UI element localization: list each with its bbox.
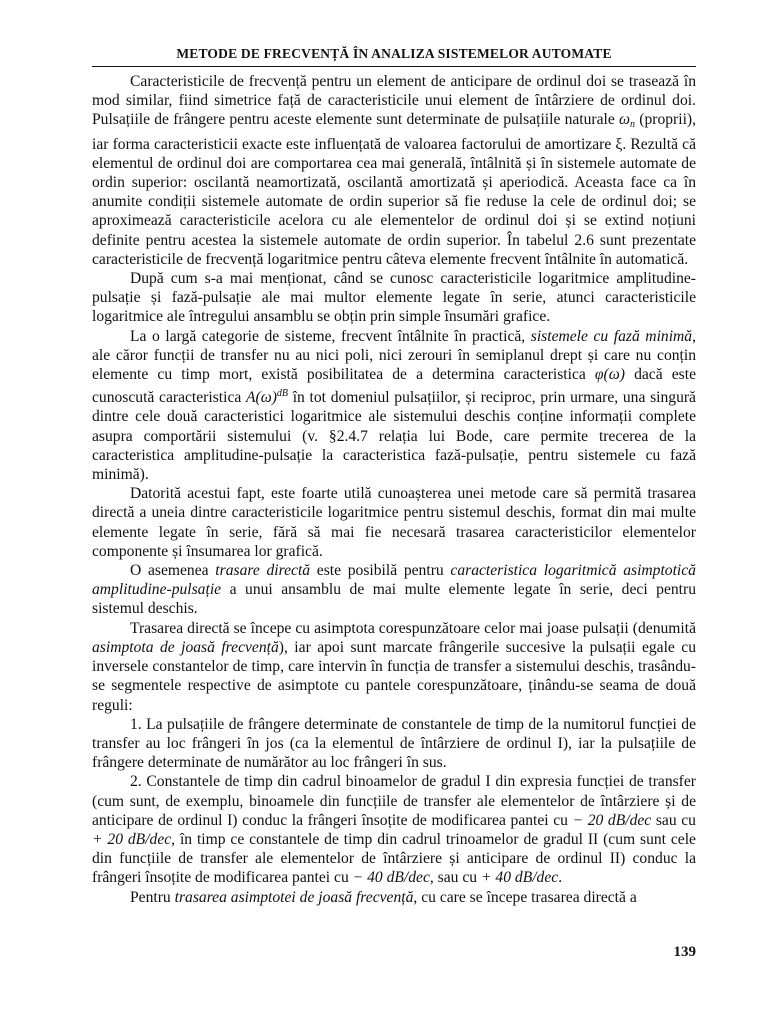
slope-minus-40: − 40 dB/dec — [352, 869, 430, 887]
body-text — [92, 72, 696, 907]
paragraph-1: Caracteristicile de frecvență pentru un element de anticipare de ordinul doi se trasează în mod similar, fiind simetrice față de caracteristicile unui element de întârziere de ordinul doi. Pulsațiile de frângere pentru aceste elemente sunt determinate de pulsațiile naturale $\omega_n$ (proprii), iar forma caracteristicii exacte este influențată de valoarea factorului de amortizare ξ. Rezultă că elementul de ordinul doi are comportarea cea mai generală, întâlnită și în sistemele automate de ordin superior: oscilantă neamortizată, oscilantă amortizată și aperiodică. Aceasta face ca în anumite condiții sistemele automate de ordin superior să fie reduse la cele de ordinul doi; se aproximează caracteristicile acelora cu ale elementelor de ordinul doi și se extind noțiuni definite pentru acestea la sistemele automate de ordin superior. În tabelul 2.6 sunt prezentate caracteristicile de frecvență logaritmice pentru câteva elemente frecvent întâlnite în automatică. — [92, 73, 696, 268]
omega-n-symbol: $\omega_n$ — [619, 111, 636, 131]
italic-phrase: caracteristica logaritmică asimptotică amplitudine-pulsație — [92, 562, 696, 599]
slope-plus-20: + 20 dB/dec — [92, 830, 172, 848]
phase-symbol: φ(ω) — [594, 366, 625, 384]
rule-2: 2. Constantele de timp din cadrul binoamelor de gradul I din expresia funcției de transfer (cum sunt, de exemplu, binoamele din funcțiile de transfer ale elementelor de întârziere și de anticipare de ordinul I) conduc la frângeri însoțite de modificarea pantei cu − 20 dB/dec sau cu + 20 dB/dec, în timp ce constantele de timp din cadrul trinoamelor de gradul II (cum sunt cele din funcțiile de transfer ale elementelor de întârziere și anticipare de ordinul II) conduc la frângeri însoțite de modificarea pantei cu − 40 dB/dec, sau cu + 40 dB/dec. — [92, 773, 696, 887]
slope-minus-20: − 20 dB/dec — [572, 811, 652, 829]
paragraph-5: O asemenea trasare directă este posibilă pentru caracteristica logaritmică asimptotică amplitudine-pulsație a unui ansamblu de mai multe elemente legate în serie, deci pentru sistemul deschis. — [92, 562, 696, 618]
paragraph-3: La o largă categorie de sisteme, frecvent întâlnite în practică, sistemele cu fază minimă, ale căror funcții de transfer nu au nici poli, nici zerouri în semiplanul drept și care nu conțin elemente cu timp mort, există posibilitatea de a determina caracteristica φ(ω) dacă este cunoscută caracteristica $A(\omega)^{dB}$ în tot domeniul pulsațiilor, și reciproc, prin urmare, una singură dintre cele două caracteristici logaritmice ale sistemului deschis conține informații complete asupra comportării sistemului (v. §2.4.7 relația lui Bode, care permite trecerea de la caracteristica amplitudine-pulsație la caracteristica fază-pulsație, pentru sistemele cu fază minimă). — [92, 327, 696, 484]
italic-phrase: trasare directă — [215, 562, 311, 580]
paragraph-2: După cum s-a mai menționat, când se cunosc caracteristicile logaritmice amplitudine-pulsație și fază-pulsație ale mai multor elemente legate în serie, atunci caracteristicile logaritmice ale întregului ansamblu se obțin prin simple însumări grafice. — [92, 270, 696, 326]
amplitude-symbol: $A(\omega)^{dB}$ — [245, 388, 289, 407]
italic-phrase: asimptota de joasă frecvență — [92, 638, 279, 656]
paragraph-6: Trasarea directă se începe cu asimptota corespunzătoare celor mai joase pulsații (denumită asimptota de joasă frecvență), iar apoi sunt marcate frângerile succesive la pulsații egale cu inversele constantelor de timp, care intervin în funcția de transfer a sistemului deschis, trasându-se segmentele respective de asimptote cu pantele corespunzătoare, ținându-se seama de două reguli: — [92, 619, 696, 714]
slope-plus-40: + 40 dB/dec — [480, 869, 559, 887]
header-rule — [92, 66, 696, 67]
paragraph-9: Pentru trasarea asimptotei de joasă frecvență, cu care se începe trasarea directă a — [130, 888, 637, 906]
page-number: 139 — [673, 944, 696, 960]
italic-phrase: sistemele cu fază minimă — [530, 327, 693, 345]
rule-1: 1. La pulsațiile de frângere determinate de constantele de timp de la numitorul funcției de transfer au loc frângeri în jos (ca la elementul de întârziere de ordinul I), iar la pulsațiile de frângere determinate de numărător au loc frângeri în sus. — [92, 715, 696, 772]
running-header: METODE DE FRECVENȚĂ ÎN ANALIZA SISTEMELOR AUTOMATE — [176, 46, 612, 61]
paragraph-4: Datorită acestui fapt, este foarte utilă cunoașterea unei metode care să permită trasarea directă a uneia dintre caracteristicile logaritmice pentru sistemul deschis, format din mai multe elemente legate în serie, fără să mai fie necesară trasarea caracteristicilor elementelor componente și însumarea lor grafică. — [92, 485, 696, 560]
italic-phrase: trasarea asimptotei de joasă frecvență — [174, 888, 414, 906]
